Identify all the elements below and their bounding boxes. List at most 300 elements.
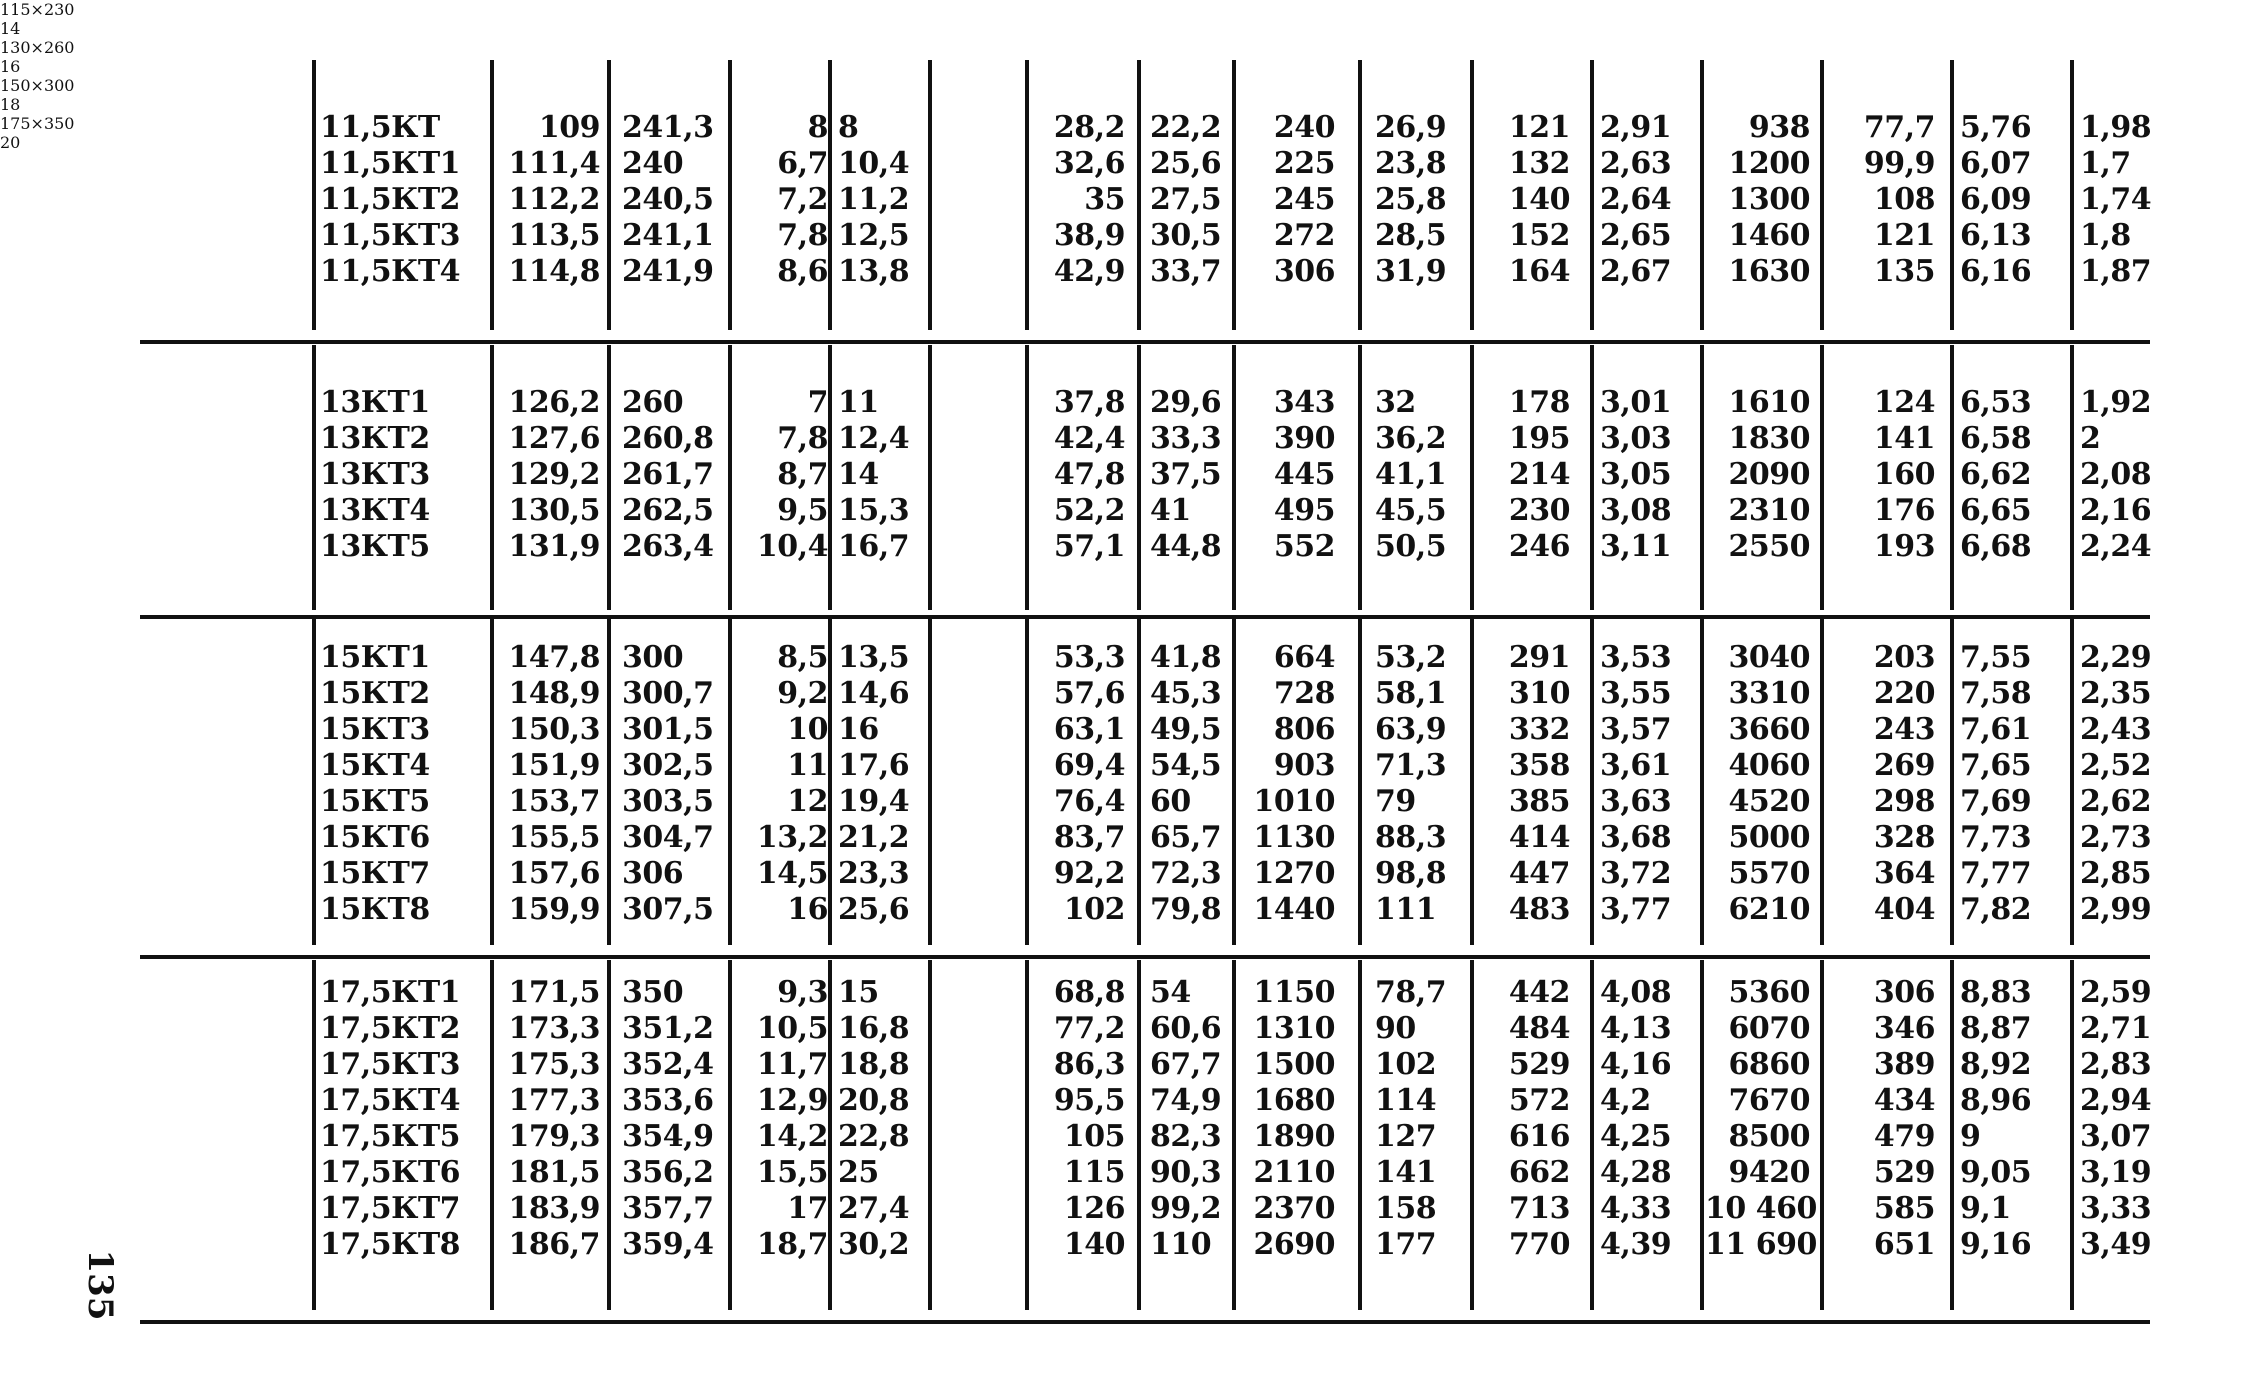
table-cell: 3,63: [1600, 784, 1672, 819]
table-cell: 3,19: [2080, 1155, 2152, 1190]
table-cell: 8,7: [777, 457, 828, 492]
table-cell: 364: [1873, 856, 1935, 891]
table-cell: 332: [1508, 712, 1570, 747]
table-cell: 552: [1273, 529, 1335, 564]
table-cell: 30,2: [838, 1227, 910, 1262]
table-cell: 15: [838, 975, 879, 1010]
table-cell: 404: [1873, 892, 1935, 927]
table-cell: 164: [1508, 254, 1570, 289]
table-cell: 6,07: [1960, 146, 2032, 181]
table-cell: 16: [787, 892, 828, 927]
table-cell: 262,5: [622, 493, 714, 528]
column-divider: [1137, 345, 1141, 610]
table-cell: 8: [807, 110, 828, 145]
table-cell: 3,77: [1600, 892, 1672, 927]
table-cell: 328: [1873, 820, 1935, 855]
table-column: [1600, 640, 1690, 928]
table-cell: 529: [1873, 1155, 1935, 1190]
table-cell: 389: [1873, 1047, 1935, 1082]
table-column: [1600, 385, 1690, 565]
table-cell: 53,3: [1053, 640, 1125, 675]
table-cell: 36,2: [1375, 421, 1447, 456]
column-divider: [1950, 345, 1954, 610]
table-cell: 11,5КТ1: [320, 146, 461, 181]
table-cell: 79,8: [1150, 892, 1222, 927]
column-divider: [1358, 615, 1362, 945]
table-cell: 50,5: [1375, 529, 1447, 564]
table-cell: 13КТ1: [320, 385, 430, 420]
table-cell: 78,7: [1375, 975, 1447, 1010]
table-cell: 112,2: [508, 182, 600, 217]
column-divider: [828, 615, 832, 945]
table-cell: 7: [807, 385, 828, 420]
section-thickness: 14: [0, 19, 21, 38]
table-column: [505, 110, 600, 290]
table-cell: 3,57: [1600, 712, 1672, 747]
column-divider: [828, 345, 832, 610]
table-cell: 245: [1273, 182, 1335, 217]
table-cell: 102: [1375, 1047, 1437, 1082]
table-column: [1005, 975, 1125, 1263]
table-cell: 9,5: [777, 493, 828, 528]
table-cell: 385: [1508, 784, 1570, 819]
table-cell: 2,64: [1600, 182, 1672, 217]
table-cell: 20,8: [838, 1083, 910, 1118]
column-divider: [1590, 615, 1594, 945]
column-divider: [2070, 615, 2074, 945]
table-cell: 18,8: [838, 1047, 910, 1082]
table-cell: 17,5КТ4: [320, 1083, 461, 1118]
table-cell: 304,7: [622, 820, 714, 855]
table-cell: 8,6: [777, 254, 828, 289]
table-column: [738, 110, 828, 290]
table-cell: 16: [838, 712, 879, 747]
table-cell: 483: [1508, 892, 1570, 927]
table-cell: 240,5: [622, 182, 714, 217]
column-divider: [1470, 615, 1474, 945]
table-cell: 151,9: [508, 748, 600, 783]
table-cell: 19,4: [838, 784, 910, 819]
table-cell: 9,2: [777, 676, 828, 711]
table-cell: 10,5: [756, 1011, 828, 1046]
table-cell: 15КТ7: [320, 856, 430, 891]
table-cell: 86,3: [1053, 1047, 1125, 1082]
table-cell: 99,9: [1863, 146, 1935, 181]
table-cell: 114: [1375, 1083, 1437, 1118]
table-column: [1960, 385, 2055, 565]
column-divider: [607, 615, 611, 945]
table-cell: 4,28: [1600, 1155, 1672, 1190]
table-cell: 29,6: [1150, 385, 1222, 420]
table-cell: 135: [1873, 254, 1935, 289]
table-cell: 1680: [1253, 1083, 1335, 1118]
table-cell: 83,7: [1053, 820, 1125, 855]
table-cell: 98,8: [1375, 856, 1447, 891]
table-cell: 5360: [1728, 975, 1810, 1010]
table-column: [505, 640, 600, 928]
table-cell: 8,5: [777, 640, 828, 675]
column-divider: [1358, 960, 1362, 1310]
table-cell: 1440: [1253, 892, 1335, 927]
table-cell: 9,05: [1960, 1155, 2032, 1190]
table-cell: 263,4: [622, 529, 714, 564]
table-cell: 1460: [1728, 218, 1810, 253]
table-cell: 186,7: [508, 1227, 600, 1262]
table-cell: 15КТ6: [320, 820, 430, 855]
table-cell: 15КТ5: [320, 784, 430, 819]
column-divider: [1025, 60, 1029, 330]
table-column: [738, 385, 828, 565]
table-cell: 9,1: [1960, 1191, 2011, 1226]
table-cell: 214: [1508, 457, 1570, 492]
column-divider: [490, 615, 494, 945]
table-cell: 11: [787, 748, 828, 783]
table-cell: 23,8: [1375, 146, 1447, 181]
table-column: [1705, 110, 1810, 290]
table-cell: 13КТ3: [320, 457, 430, 492]
table-cell: 260: [622, 385, 684, 420]
table-cell: 291: [1508, 640, 1570, 675]
section-size-label: 150×300: [0, 76, 75, 95]
column-divider: [1950, 615, 1954, 945]
table-cell: 60: [1150, 784, 1191, 819]
table-cell: 5,76: [1960, 110, 2032, 145]
table-cell: 306: [1873, 975, 1935, 1010]
table-cell: 3,03: [1600, 421, 1672, 456]
table-cell: 14,5: [756, 856, 828, 891]
table-cell: 4,2: [1600, 1083, 1651, 1118]
table-column: [1480, 975, 1570, 1263]
table-column: [838, 385, 923, 565]
table-cell: 67,7: [1150, 1047, 1222, 1082]
table-cell: 11: [838, 385, 879, 420]
table-cell: 32: [1375, 385, 1416, 420]
table-cell: 79: [1375, 784, 1416, 819]
table-column: [1705, 640, 1810, 928]
table-cell: 16,7: [838, 529, 910, 564]
table-cell: 15КТ8: [320, 892, 430, 927]
table-cell: 6,13: [1960, 218, 2032, 253]
table-column: [1005, 110, 1125, 290]
table-cell: 346: [1873, 1011, 1935, 1046]
table-cell: 300: [622, 640, 684, 675]
section-divider: [140, 340, 2150, 344]
table-cell: 12,9: [756, 1083, 828, 1118]
table-cell: 52,2: [1053, 493, 1125, 528]
table-column: [1840, 385, 1935, 565]
table-cell: 9420: [1728, 1155, 1810, 1190]
table-cell: 140: [1063, 1227, 1125, 1262]
table-cell: 806: [1273, 712, 1335, 747]
table-cell: 903: [1273, 748, 1335, 783]
table-cell: 68,8: [1053, 975, 1125, 1010]
table-cell: 310: [1508, 676, 1570, 711]
table-cell: 42,9: [1053, 254, 1125, 289]
table-cell: 2,08: [2080, 457, 2152, 492]
table-cell: 13КТ4: [320, 493, 430, 528]
table-cell: 193: [1873, 529, 1935, 564]
table-cell: 76,4: [1053, 784, 1125, 819]
table-column: [2080, 975, 2170, 1263]
table-cell: 152: [1508, 218, 1570, 253]
table-cell: 3,72: [1600, 856, 1672, 891]
table-cell: 150,3: [508, 712, 600, 747]
table-column: [622, 110, 722, 290]
table-cell: 37,5: [1150, 457, 1222, 492]
table-cell: 343: [1273, 385, 1335, 420]
table-cell: 2090: [1728, 457, 1810, 492]
table-cell: 15КТ4: [320, 748, 430, 783]
table-column: [505, 385, 600, 565]
column-divider: [828, 60, 832, 330]
table-cell: 57,1: [1053, 529, 1125, 564]
table-cell: 121: [1508, 110, 1570, 145]
table-cell: 7,69: [1960, 784, 2032, 819]
table-cell: 1,98: [2080, 110, 2152, 145]
column-divider: [1470, 960, 1474, 1310]
table-cell: 1130: [1253, 820, 1335, 855]
table-cell: 240: [622, 146, 684, 181]
table-cell: 1,8: [2080, 218, 2131, 253]
section-divider: [140, 1320, 2150, 1324]
table-cell: 8,87: [1960, 1011, 2032, 1046]
table-cell: 243: [1873, 712, 1935, 747]
table-cell: 495: [1273, 493, 1335, 528]
column-divider: [1820, 345, 1824, 610]
column-divider: [490, 60, 494, 330]
table-cell: 15,3: [838, 493, 910, 528]
table-cell: 352,4: [622, 1047, 714, 1082]
table-cell: 95,5: [1053, 1083, 1125, 1118]
table-cell: 124: [1873, 385, 1935, 420]
table-cell: 90: [1375, 1011, 1416, 1046]
table-cell: 158: [1375, 1191, 1437, 1226]
table-cell: 17,5КТ7: [320, 1191, 461, 1226]
column-divider: [1025, 960, 1029, 1310]
table-cell: 41: [1150, 493, 1191, 528]
table-column: [1150, 110, 1230, 290]
table-cell: 13КТ5: [320, 529, 430, 564]
column-divider: [928, 960, 932, 1310]
table-cell: 6,09: [1960, 182, 2032, 217]
table-cell: 105: [1063, 1119, 1125, 1154]
table-cell: 126,2: [508, 385, 600, 420]
table-column: [1960, 975, 2055, 1263]
column-divider: [607, 960, 611, 1310]
table-column: [2080, 640, 2170, 928]
table-column: [738, 975, 828, 1263]
table-cell: 15,5: [756, 1155, 828, 1190]
table-cell: 115: [1063, 1155, 1125, 1190]
table-cell: 2,24: [2080, 529, 2152, 564]
table-cell: 350: [622, 975, 684, 1010]
table-cell: 4520: [1728, 784, 1810, 819]
table-cell: 25: [838, 1155, 879, 1190]
table-cell: 479: [1873, 1119, 1935, 1154]
table-cell: 14,6: [838, 676, 910, 711]
column-divider: [1820, 60, 1824, 330]
table-cell: 241,9: [622, 254, 714, 289]
table-cell: 2370: [1253, 1191, 1335, 1226]
column-divider: [928, 615, 932, 945]
table-cell: 8,92: [1960, 1047, 2032, 1082]
table-cell: 2,29: [2080, 640, 2152, 675]
table-cell: 155,5: [508, 820, 600, 855]
table-cell: 2310: [1728, 493, 1810, 528]
column-divider: [1470, 345, 1474, 610]
table-cell: 3,11: [1600, 529, 1672, 564]
column-divider: [1950, 60, 1954, 330]
table-column: [1840, 640, 1935, 928]
table-cell: 447: [1508, 856, 1570, 891]
table-cell: 4,13: [1600, 1011, 1672, 1046]
table-column: [622, 640, 722, 928]
table-cell: 359,4: [622, 1227, 714, 1262]
table-cell: 6,7: [777, 146, 828, 181]
table-cell: 53,2: [1375, 640, 1447, 675]
table-column: [1240, 975, 1335, 1263]
table-cell: 9: [1960, 1119, 1981, 1154]
table-column: [622, 385, 722, 565]
table-cell: 25,6: [1150, 146, 1222, 181]
column-divider: [928, 60, 932, 330]
table-column: [1705, 975, 1817, 1263]
table-column: [2080, 385, 2170, 565]
table-cell: 141: [1375, 1155, 1437, 1190]
table-cell: 272: [1273, 218, 1335, 253]
table-cell: 92,2: [1053, 856, 1125, 891]
column-divider: [2070, 60, 2074, 330]
column-divider: [490, 345, 494, 610]
table-cell: 2,65: [1600, 218, 1672, 253]
table-cell: 434: [1873, 1083, 1935, 1118]
table-cell: 1010: [1253, 784, 1335, 819]
table-cell: 126: [1063, 1191, 1125, 1226]
table-cell: 9,16: [1960, 1227, 2032, 1262]
column-divider: [1700, 960, 1704, 1310]
column-divider: [312, 60, 316, 330]
table-cell: 22,2: [1150, 110, 1222, 145]
table-cell: 129,2: [508, 457, 600, 492]
table-cell: 7,55: [1960, 640, 2032, 675]
table-cell: 47,8: [1053, 457, 1125, 492]
table-cell: 301,5: [622, 712, 714, 747]
table-cell: 1270: [1253, 856, 1335, 891]
table-cell: 225: [1273, 146, 1335, 181]
table-cell: 41,1: [1375, 457, 1447, 492]
table-cell: 175,3: [508, 1047, 600, 1082]
table-cell: 195: [1508, 421, 1570, 456]
column-divider: [1232, 345, 1236, 610]
table-cell: 45,3: [1150, 676, 1222, 711]
table-column: [1600, 975, 1690, 1263]
table-cell: 17,6: [838, 748, 910, 783]
table-cell: 4060: [1728, 748, 1810, 783]
table-cell: 1,74: [2080, 182, 2152, 217]
table-cell: 11,5КТ: [320, 110, 440, 145]
table-cell: 261,7: [622, 457, 714, 492]
table-cell: 6,68: [1960, 529, 2032, 564]
table-cell: 269: [1873, 748, 1935, 783]
table-cell: 4,39: [1600, 1227, 1672, 1262]
table-cell: 4,16: [1600, 1047, 1672, 1082]
table-cell: 90,3: [1150, 1155, 1222, 1190]
table-cell: 203: [1873, 640, 1935, 675]
table-cell: 16,8: [838, 1011, 910, 1046]
table-cell: 26,9: [1375, 110, 1447, 145]
table-cell: 1610: [1728, 385, 1810, 420]
table-cell: 1200: [1728, 146, 1810, 181]
table-cell: 351,2: [622, 1011, 714, 1046]
table-cell: 15КТ1: [320, 640, 430, 675]
column-divider: [1950, 960, 1954, 1310]
column-divider: [1358, 345, 1362, 610]
table-cell: 3,08: [1600, 493, 1672, 528]
table-cell: 13,2: [756, 820, 828, 855]
table-cell: 27,4: [838, 1191, 910, 1226]
table-cell: 2,43: [2080, 712, 2152, 747]
table-cell: 17,5КТ6: [320, 1155, 461, 1190]
table-cell: 2,16: [2080, 493, 2152, 528]
table-cell: 27,5: [1150, 182, 1222, 217]
column-divider: [490, 960, 494, 1310]
column-divider: [1232, 960, 1236, 1310]
table-cell: 17: [787, 1191, 828, 1226]
table-cell: 44,8: [1150, 529, 1222, 564]
table-cell: 71,3: [1375, 748, 1447, 783]
table-cell: 176: [1873, 493, 1935, 528]
column-divider: [1700, 60, 1704, 330]
table-cell: 140: [1508, 182, 1570, 217]
column-divider: [312, 615, 316, 945]
table-cell: 5000: [1728, 820, 1810, 855]
column-divider: [1137, 60, 1141, 330]
table-cell: 7,2: [777, 182, 828, 217]
section-thickness: 16: [0, 57, 21, 76]
table-column: [1240, 640, 1335, 928]
table-cell: 3,05: [1600, 457, 1672, 492]
table-cell: 3,33: [2080, 1191, 2152, 1226]
table-cell: 65,7: [1150, 820, 1222, 855]
table-cell: 6,16: [1960, 254, 2032, 289]
table-cell: 6860: [1728, 1047, 1810, 1082]
table-cell: 15КТ3: [320, 712, 430, 747]
table-cell: 121: [1873, 218, 1935, 253]
table-column: [320, 110, 480, 290]
table-cell: 157,6: [508, 856, 600, 891]
table-cell: 82,3: [1150, 1119, 1222, 1154]
table-cell: 2,83: [2080, 1047, 2152, 1082]
table-cell: 131,9: [508, 529, 600, 564]
table-cell: 14: [838, 457, 879, 492]
table-cell: 28,5: [1375, 218, 1447, 253]
table-cell: 171,5: [508, 975, 600, 1010]
table-cell: 6,65: [1960, 493, 2032, 528]
table-cell: 616: [1508, 1119, 1570, 1154]
table-cell: 17,5КТ5: [320, 1119, 461, 1154]
table-cell: 10: [787, 712, 828, 747]
table-cell: 108: [1873, 182, 1935, 217]
column-divider: [1820, 960, 1824, 1310]
table-cell: 173,3: [508, 1011, 600, 1046]
table-cell: 4,25: [1600, 1119, 1672, 1154]
table-cell: 2,63: [1600, 146, 1672, 181]
table-column: [1150, 975, 1230, 1263]
table-cell: 529: [1508, 1047, 1570, 1082]
table-cell: 484: [1508, 1011, 1570, 1046]
table-cell: 7,58: [1960, 676, 2032, 711]
column-divider: [607, 345, 611, 610]
